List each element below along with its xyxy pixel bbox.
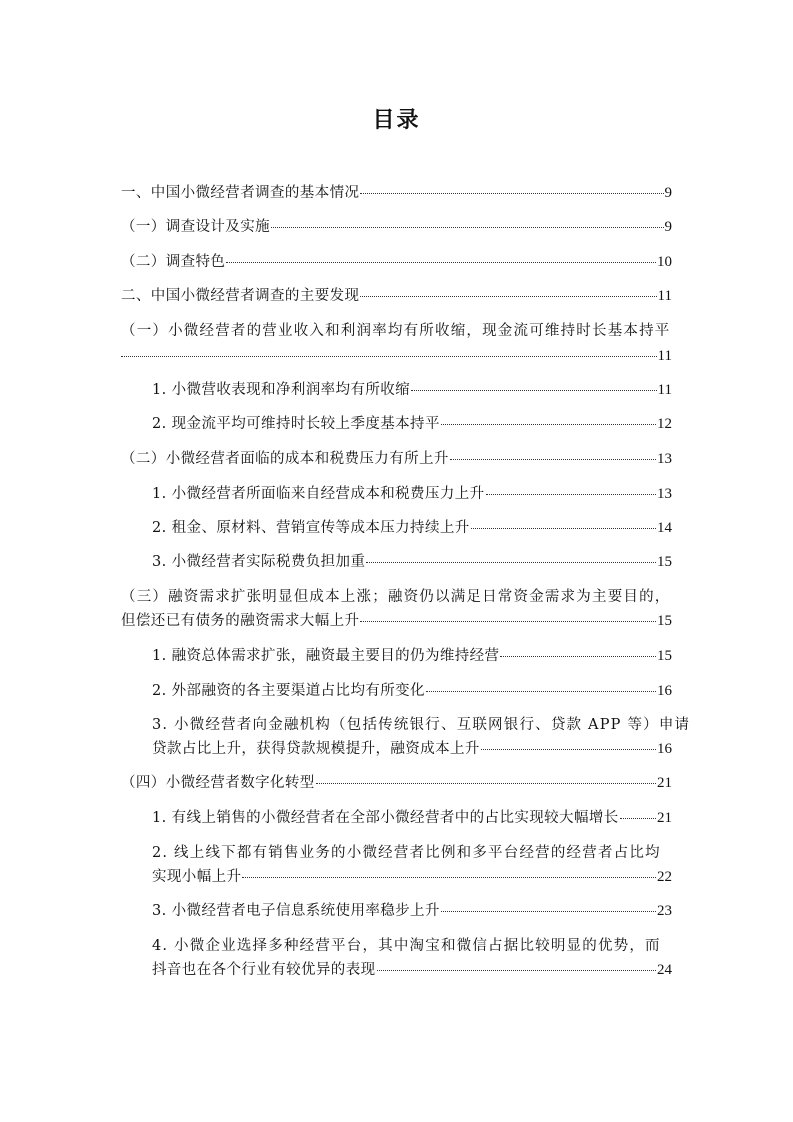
toc-page-number: 9 (664, 219, 672, 235)
toc-page-number: 12 (657, 416, 672, 432)
toc-page-number: 21 (657, 775, 672, 791)
toc-page-number: 13 (657, 486, 672, 502)
dot-leader (316, 783, 656, 784)
dot-leader (121, 356, 657, 357)
dot-leader (242, 877, 656, 878)
toc-page-number: 11 (657, 348, 672, 364)
toc-page-number: 16 (657, 741, 672, 757)
toc-entry-text-line1: （三）融资需求扩张明显但成本上涨；融资仍以满足日常资金需求为主要目的， (121, 589, 671, 605)
dot-leader (441, 424, 656, 425)
toc-page-number: 13 (657, 451, 672, 467)
toc-page-number: 22 (657, 869, 672, 885)
toc-entry-text: 二、中国小微经营者调查的主要发现 (121, 288, 360, 304)
toc-entry-text: 2. 现金流平均可维持时长较上季度基本持平 (152, 416, 440, 432)
dot-leader (471, 528, 656, 529)
toc-entry-text-line2: 但偿还已有债务的融资需求大幅上升 (121, 613, 360, 629)
toc-entry-text-line1: 4. 小微企业选择多种经营平台，其中淘宝和微信占据比较明显的优势，而 (152, 938, 661, 954)
page-title: 目录 (372, 108, 421, 133)
toc-entry-text: 一、中国小微经营者调查的基本情况 (121, 185, 360, 201)
toc-entry-text: 2. 租金、原材料、营销宣传等成本压力持续上升 (152, 520, 470, 536)
dot-leader (366, 562, 656, 563)
toc-page-number: 21 (657, 810, 672, 826)
toc-entry-text: 3. 小微经营者电子信息系统使用率稳步上升 (152, 903, 440, 919)
dot-leader (360, 296, 656, 297)
toc-page-number: 14 (657, 520, 672, 536)
toc-page-number: 15 (657, 554, 672, 570)
toc-entry-text: （二）小微经营者面临的成本和税费压力有所上升 (121, 451, 449, 467)
toc-entry-text-line2: 实现小幅上升 (152, 869, 242, 885)
dot-leader (481, 749, 656, 750)
toc-entry-text-line2: 贷款占比上升，获得贷款规模提升，融资成本上升 (152, 741, 480, 757)
dot-leader (226, 262, 656, 263)
dot-leader (500, 656, 656, 657)
dot-leader (411, 390, 657, 391)
toc-entry-text: 1. 小微营收表现和净利润率均有所收缩 (152, 382, 411, 398)
dot-leader (486, 494, 656, 495)
toc-entry-text-line1: 3. 小微经营者向金融机构（包括传统银行、互联网银行、贷款 APP 等）申请 (152, 717, 691, 733)
dot-leader (426, 691, 656, 692)
dot-leader (360, 193, 663, 194)
toc-entry-text: （一）小微经营者的营业收入和利润率均有所收缩，现金流可维持时长基本持平 (121, 323, 671, 339)
toc-page-number: 16 (657, 683, 672, 699)
dot-leader (271, 227, 664, 228)
toc-entry-text: 1. 融资总体需求扩张，融资最主要目的仍为维持经营 (152, 648, 500, 664)
toc-entry-text: 3. 小微经营者实际税费负担加重 (152, 554, 366, 570)
toc-page-number: 9 (664, 185, 672, 201)
toc-page-number: 15 (657, 613, 672, 629)
toc-page-number: 23 (657, 903, 672, 919)
dot-leader (360, 621, 656, 622)
dot-leader (441, 911, 656, 912)
toc-page-number: 11 (657, 382, 672, 398)
toc-entry-text: （一）调查设计及实施 (121, 219, 270, 235)
toc-page-number: 11 (657, 288, 672, 304)
toc-page-number: 10 (657, 254, 672, 270)
dot-leader (450, 459, 656, 460)
toc-entry-text: （四）小微经营者数字化转型 (121, 775, 315, 791)
toc-entry-text-line2: 抖音也在各个行业有较优异的表现 (152, 962, 376, 978)
toc-entry-text: 1. 有线上销售的小微经营者在全部小微经营者中的占比实现较大幅增长 (152, 810, 619, 826)
toc-entry-text: 1. 小微经营者所面临来自经营成本和税费压力上升 (152, 486, 485, 502)
dot-leader (620, 818, 656, 819)
toc-entry-text: 2. 外部融资的各主要渠道占比均有所变化 (152, 683, 425, 699)
dot-leader (377, 970, 657, 971)
toc-page-number: 15 (657, 648, 672, 664)
toc-entry-text: （二）调查特色 (121, 254, 226, 270)
toc-entry-text-line1: 2. 线上线下都有销售业务的小微经营者比例和多平台经营的经营者占比均 (152, 845, 661, 861)
toc-page-number: 24 (657, 962, 672, 978)
